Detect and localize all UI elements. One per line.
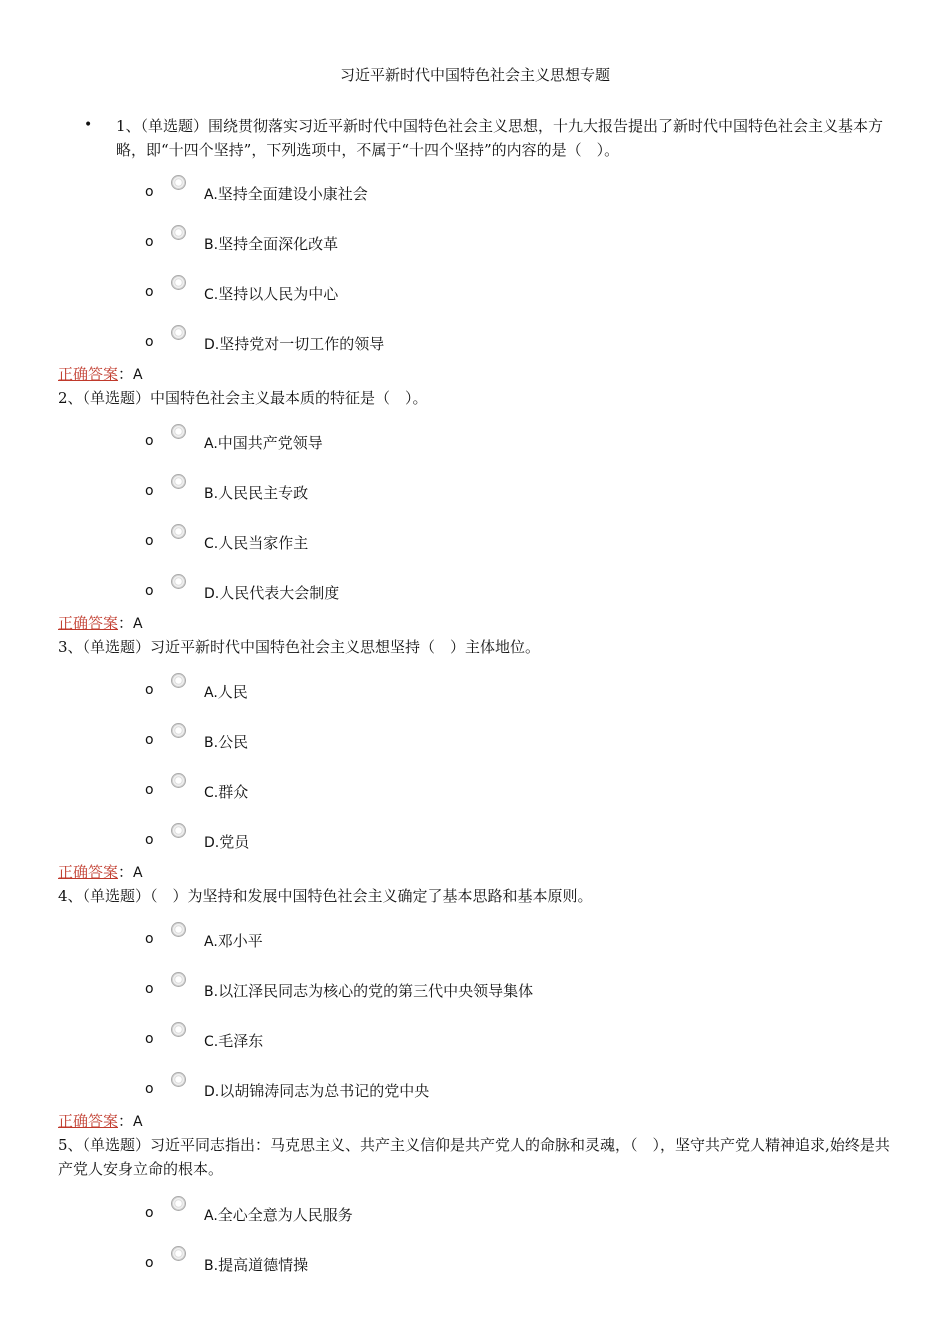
option-row[interactable] [145, 724, 845, 752]
radio-button[interactable] [172, 575, 185, 588]
option-row[interactable] [145, 1247, 845, 1275]
option-text: 党员 [219, 833, 250, 851]
question-stem: 1、（单选题）围绕贯彻落实习近平新时代中国特色社会主义思想，十九大报告提出了新时代中国特色社会主义基本方略，即“十四个坚持”，下列选项中，不属于“十四个坚持”的内容的是（ ）。 [116, 117, 884, 159]
option-letter: D. [204, 337, 220, 353]
radio-button[interactable] [172, 475, 185, 488]
question-stem: 2、（单选题）中国特色社会主义最本质的特征是（ ）。 [58, 389, 428, 407]
radio-button[interactable] [172, 525, 185, 538]
option-row[interactable] [145, 1023, 845, 1051]
option-letter: D. [204, 586, 220, 602]
option-letter: B. [204, 735, 219, 751]
option-text: 坚持以人民为中心 [218, 285, 339, 303]
correct-answer: 正确答案：A [58, 1112, 143, 1130]
list-marker: o [145, 1255, 154, 1271]
option-letter: A. [204, 1208, 218, 1224]
option-text: 公民 [218, 733, 249, 751]
answer-key-label: 正确答案 [58, 614, 119, 632]
list-marker: o [145, 1031, 154, 1047]
option-letter: A. [204, 685, 218, 701]
option-text: 坚持全面深化改革 [218, 235, 339, 253]
radio-button[interactable] [172, 774, 185, 787]
option-text: 提高道德情操 [218, 1256, 309, 1274]
answer-value: A [133, 616, 143, 632]
list-marker: o [145, 732, 154, 748]
radio-button[interactable] [172, 824, 185, 837]
question-stem: 5、（单选题）习近平同志指出：马克思主义、共产主义信仰是共产党人的命脉和灵魂，（ ），坚守共产党人精神追求,始终是共产党人安身立命的根本。 [58, 1136, 890, 1178]
option-text: 人民当家作主 [218, 534, 309, 552]
option-letter: B. [204, 486, 219, 502]
option-letter: C. [204, 287, 219, 303]
option-letter: B. [204, 237, 219, 253]
answer-key-label: 正确答案 [58, 1112, 119, 1130]
option-row[interactable] [145, 824, 845, 852]
option-row[interactable] [145, 176, 845, 204]
option-row[interactable] [145, 575, 845, 603]
document-title: 习近平新时代中国特色社会主义思想专题 [339, 66, 610, 84]
option-text: 邓小平 [217, 932, 263, 950]
radio-button[interactable] [172, 1197, 185, 1210]
list-bullet: • [84, 117, 93, 133]
list-marker: o [145, 533, 154, 549]
option-text: 以胡锦涛同志为总书记的党中央 [219, 1082, 430, 1100]
option-text: 人民代表大会制度 [219, 584, 340, 602]
list-marker: o [145, 234, 154, 250]
option-letter: D. [204, 835, 220, 851]
option-row[interactable] [145, 674, 845, 702]
list-marker: o [145, 832, 154, 848]
list-marker: o [145, 931, 154, 947]
option-text: 群众 [218, 783, 249, 801]
option-row[interactable] [145, 475, 845, 503]
list-marker: o [145, 1081, 154, 1097]
list-marker: o [145, 981, 154, 997]
option-row[interactable] [145, 1197, 845, 1225]
list-marker: o [145, 782, 154, 798]
radio-button[interactable] [172, 425, 185, 438]
option-letter: B. [204, 1258, 219, 1274]
list-marker: o [145, 433, 154, 449]
radio-button[interactable] [172, 923, 185, 936]
option-letter: A. [204, 934, 218, 950]
option-row[interactable] [145, 973, 845, 1001]
option-row[interactable] [145, 326, 845, 354]
radio-button[interactable] [172, 674, 185, 687]
option-text: 毛泽东 [218, 1032, 264, 1050]
option-row[interactable] [145, 525, 845, 553]
option-row[interactable] [145, 425, 845, 453]
list-marker: o [145, 334, 154, 350]
option-row[interactable] [145, 226, 845, 254]
question-stem: 3、（单选题）习近平新时代中国特色社会主义思想坚持（ ）主体地位。 [58, 638, 541, 656]
option-text: 坚持全面建设小康社会 [217, 185, 368, 203]
correct-answer: 正确答案：A [58, 365, 143, 383]
option-text: 全心全意为人民服务 [217, 1206, 353, 1224]
radio-button[interactable] [172, 724, 185, 737]
correct-answer: 正确答案：A [58, 614, 143, 632]
option-text: 坚持党对一切工作的领导 [219, 335, 385, 353]
option-letter: C. [204, 785, 219, 801]
option-letter: A. [204, 187, 218, 203]
answer-key-label: 正确答案 [58, 365, 119, 383]
radio-button[interactable] [172, 1023, 185, 1036]
correct-answer: 正确答案：A [58, 863, 143, 881]
list-marker: o [145, 284, 154, 300]
radio-button[interactable] [172, 276, 185, 289]
option-letter: A. [204, 436, 218, 452]
option-row[interactable] [145, 923, 845, 951]
option-row[interactable] [145, 1073, 845, 1101]
option-letter: C. [204, 1034, 219, 1050]
radio-button[interactable] [172, 226, 185, 239]
list-marker: o [145, 682, 154, 698]
list-marker: o [145, 483, 154, 499]
option-text: 人民 [217, 683, 248, 701]
question-stem: 4、（单选题）（ ）为坚持和发展中国特色社会主义确定了基本思路和基本原则。 [58, 887, 593, 905]
option-text: 中国共产党领导 [217, 434, 323, 452]
list-marker: o [145, 184, 154, 200]
radio-button[interactable] [172, 326, 185, 339]
option-text: 人民民主专政 [218, 484, 309, 502]
list-marker: o [145, 1205, 154, 1221]
option-text: 以江泽民同志为核心的党的第三代中央领导集体 [218, 982, 534, 1000]
answer-value: A [133, 865, 143, 881]
answer-value: A [133, 367, 143, 383]
answer-value: A [133, 1114, 143, 1130]
radio-button[interactable] [172, 1247, 185, 1260]
answer-key-label: 正确答案 [58, 863, 119, 881]
option-row[interactable] [145, 276, 845, 304]
list-marker: o [145, 583, 154, 599]
option-letter: D. [204, 1084, 220, 1100]
option-letter: C. [204, 536, 219, 552]
radio-button[interactable] [172, 176, 185, 189]
option-letter: B. [204, 984, 219, 1000]
option-row[interactable] [145, 774, 845, 802]
radio-button[interactable] [172, 973, 185, 986]
radio-button[interactable] [172, 1073, 185, 1086]
